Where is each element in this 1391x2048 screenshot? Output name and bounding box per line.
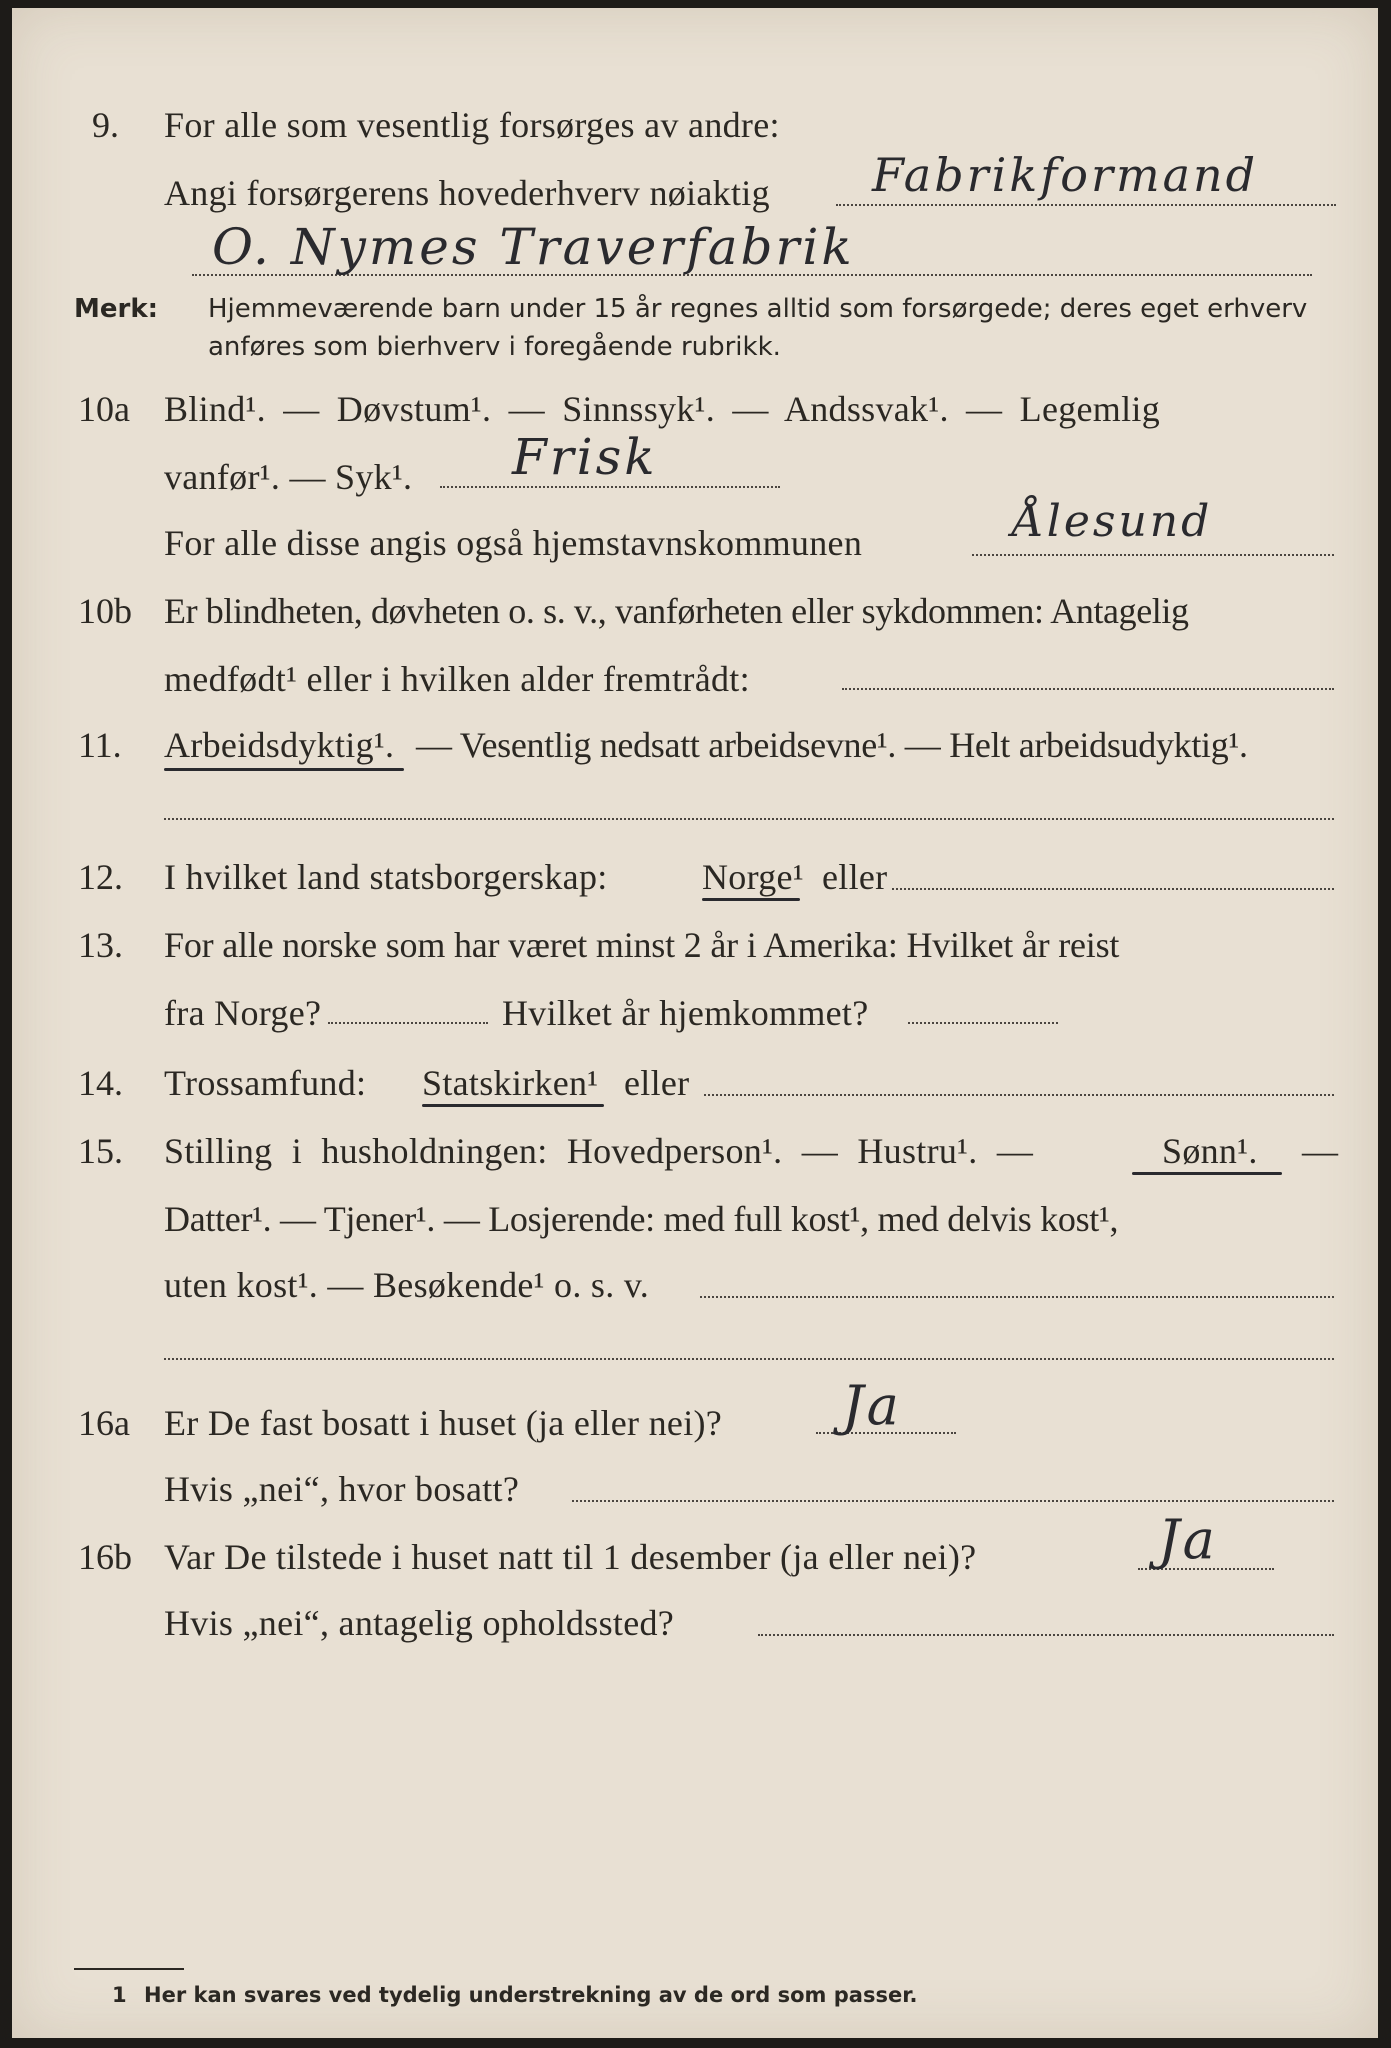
- question-13-line-2b: Hvilket år hjemkommet?: [502, 993, 869, 1033]
- question-14-text: Trossamfund:: [164, 1063, 367, 1103]
- question-13-line-2a: fra Norge?: [164, 993, 322, 1033]
- handwritten-occupation: Fabrikformand: [872, 148, 1259, 202]
- note-label: Merk:: [74, 294, 159, 324]
- question-10a-line-2: vanfør¹. — Syk¹.: [164, 457, 413, 497]
- handwritten-health: Frisk: [512, 428, 658, 486]
- question-12-number: 12.: [78, 857, 123, 897]
- answer-line: [700, 1296, 1334, 1298]
- question-14-eller: eller: [624, 1063, 690, 1103]
- question-16a-number: 16a: [78, 1403, 130, 1443]
- answer-line: [704, 1094, 1334, 1096]
- question-15-line-2: Datter¹. — Tjener¹. — Losjerende: med full kost¹, med delvis kost¹,: [164, 1199, 1119, 1239]
- answer-line: [164, 1358, 1334, 1360]
- question-12-text: I hvilket land statsborgerskap:: [164, 857, 608, 897]
- question-11-options: — Vesentlig nedsatt arbeidsevne¹. — Helt arbeidsudyktig¹.: [416, 725, 1248, 765]
- option-norge: Norge¹: [702, 857, 804, 897]
- answer-line: [892, 888, 1334, 890]
- handwritten-underline: [702, 898, 800, 901]
- footnote-rule: [74, 1968, 184, 1970]
- question-14-number: 14.: [78, 1063, 123, 1103]
- answer-line: [908, 1022, 1058, 1024]
- question-9-line-2: Angi forsørgerens hovederhverv nøiaktig: [164, 173, 770, 213]
- answer-line: [440, 486, 780, 488]
- handwritten-answer-ja: Ja: [842, 1374, 902, 1437]
- question-10b-line-2: medfødt¹ eller i hvilken alder fremtrådt:: [164, 659, 750, 699]
- question-13-number: 13.: [78, 925, 123, 965]
- question-15-line-3: uten kost¹. — Besøkende¹ o. s. v.: [164, 1265, 650, 1305]
- question-16b-line-2: Hvis „nei“, antagelig opholdssted?: [164, 1603, 675, 1643]
- answer-line: [758, 1634, 1334, 1636]
- question-10b-number: 10b: [78, 591, 132, 631]
- answer-line: [572, 1500, 1334, 1502]
- footnote-text: Her kan svares ved tydelig understrekning av de ord som passer.: [144, 1983, 918, 2007]
- option-statskirken: Statskirken¹: [422, 1063, 599, 1103]
- handwritten-answer-ja: Ja: [1158, 1508, 1218, 1571]
- question-16a-line-1: Er De fast bosatt i huset (ja eller nei)?: [164, 1403, 723, 1443]
- question-16a-line-2: Hvis „nei“, hvor bosatt?: [164, 1469, 520, 1509]
- answer-line: [842, 688, 1334, 690]
- footnote-mark: 1: [112, 1983, 127, 2007]
- question-12-eller: eller: [822, 857, 888, 897]
- answer-line: [836, 204, 1336, 206]
- question-16b-line-1: Var De tilstede i huset natt til 1 desember (ja eller nei)?: [164, 1537, 977, 1577]
- handwritten-employer: O. Nymes Traverfabrik: [212, 218, 855, 276]
- answer-line: [972, 554, 1334, 556]
- question-16b-number: 16b: [78, 1537, 132, 1577]
- question-10a-line-1: Blind¹. — Døvstum¹. — Sinnssyk¹. — Andssvak¹. — Legemlig: [164, 389, 1161, 429]
- handwritten-municipality: Ålesund: [1012, 496, 1213, 547]
- option-sonn: Sønn¹.: [1162, 1131, 1258, 1171]
- question-10b-line-1: Er blindheten, døvheten o. s. v., vanførheten eller sykdommen: Antagelig: [164, 591, 1189, 631]
- question-15-dash: —: [1302, 1131, 1339, 1171]
- handwritten-underline: [164, 768, 404, 771]
- note-line-1: Hjemmeværende barn under 15 år regnes alltid som forsørgede; deres eget erhverv: [208, 294, 1308, 324]
- question-15-number: 15.: [78, 1131, 123, 1171]
- question-9-line-1: For alle som vesentlig forsørges av andre:: [164, 105, 780, 145]
- question-15-line-1: Stilling i husholdningen: Hovedperson¹. — Hustru¹. —: [164, 1131, 1034, 1171]
- answer-line: [328, 1022, 488, 1024]
- question-10a-number: 10a: [78, 389, 130, 429]
- question-9-number: 9.: [92, 105, 119, 145]
- question-10a-line-3: For alle disse angis også hjemstavnskommunen: [164, 523, 863, 563]
- question-13-line-1: For alle norske som har været minst 2 år i Amerika: Hvilket år reist: [164, 925, 1120, 965]
- answer-line: [164, 818, 1334, 820]
- handwritten-underline: [422, 1104, 604, 1107]
- question-11-number: 11.: [78, 725, 122, 765]
- note-line-2: anføres som bierhverv i foregående rubrikk.: [208, 332, 781, 362]
- option-arbeidsdyktig: Arbeidsdyktig¹.: [164, 725, 395, 765]
- census-form-page: [12, 8, 1378, 2038]
- handwritten-underline: [1132, 1172, 1282, 1175]
